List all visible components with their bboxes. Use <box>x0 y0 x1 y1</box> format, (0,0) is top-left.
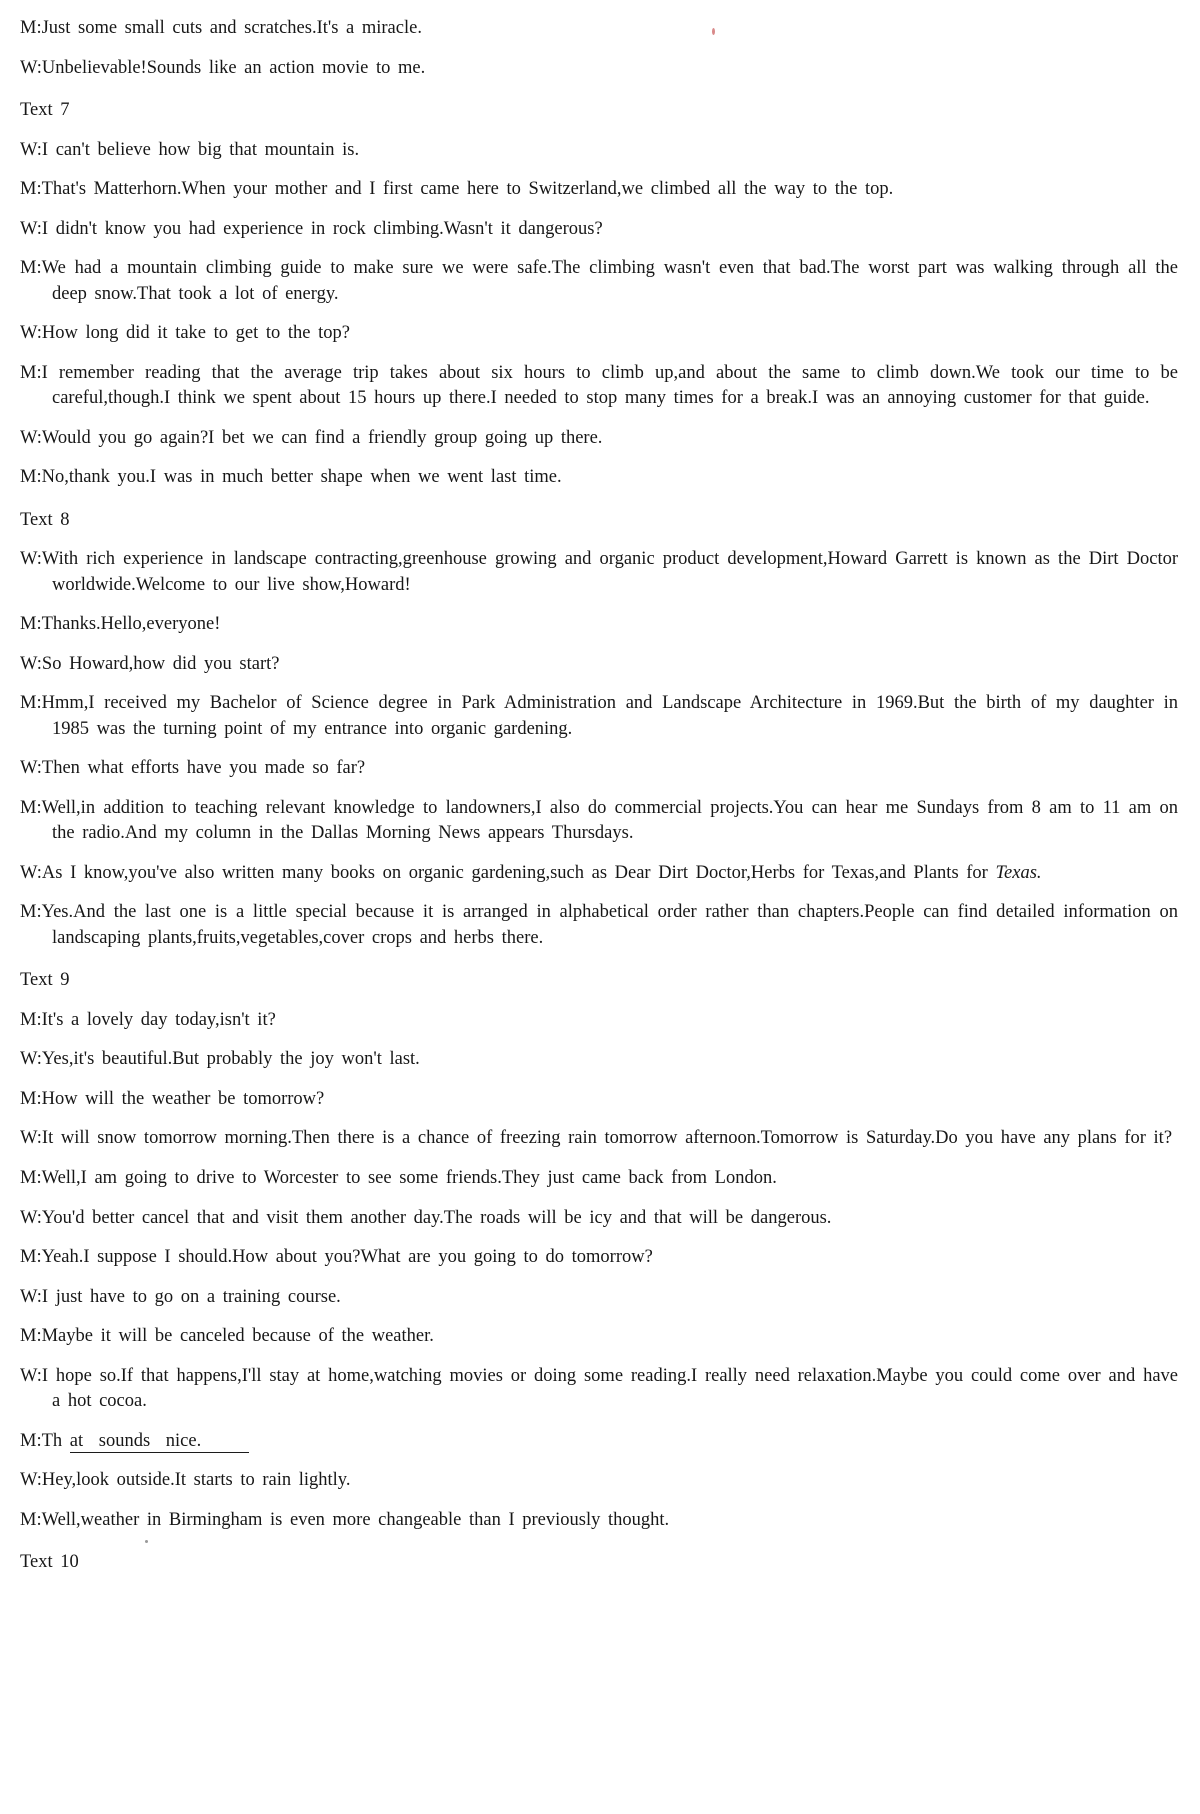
underlined-blank-answer: at sounds nice. <box>70 1431 249 1453</box>
text-segment: W:As I know,you've also written many books on organic gardening,such as Dear Dirt Doctor,Herbs for Texas,and Plants for <box>20 862 996 883</box>
scan-artifact-top <box>712 28 715 35</box>
dialogue-line: W:Then what efforts have you made so far? <box>20 758 366 779</box>
dialogue-line: M:Just some small cuts and scratches.It's a miracle. <box>20 18 422 38</box>
dialogue-line: W:It will snow tomorrow morning.Then there is a chance of freezing rain tomorrow afternoon.Tomorrow is Saturday.Do you have any plans for it? <box>20 1128 1173 1149</box>
dialogue-line <box>20 861 1178 887</box>
dialogue-line: M:Yeah.I suppose I should.How about you?What are you going to do tomorrow? <box>20 1247 653 1268</box>
dialogue-line: M:Yes.And the last one is a little special because it is arranged in alphabetical order rather than chapters.People can find detailed information on landscaping plants,fruits,vegetables,cover crops and herbs there. <box>20 902 1178 948</box>
dialogue-line: M:Maybe it will be canceled because of the weather. <box>20 1326 434 1347</box>
dialogue-line: M:Well,in addition to teaching relevant knowledge to landowners,I also do commercial projects.You can hear me Sundays from 8 am to 11 am on the radio.And my column in the Dallas Morning News appears Thursdays. <box>20 797 1178 844</box>
dialogue-line: M:It's a lovely day today,isn't it? <box>20 1009 276 1030</box>
dialogue-line: M:We had a mountain climbing guide to make sure we were safe.The climbing wasn't even that bad.The worst part was walking through all the deep snow.That took a lot of energy. <box>20 258 1178 304</box>
text-segment: M:Th <box>20 1430 70 1451</box>
dialogue-line: W:Would you go again?I bet we can find a friendly group going up there. <box>20 427 603 448</box>
dialogue-line: W:I didn't know you had experience in rock climbing.Wasn't it dangerous? <box>20 218 603 239</box>
dialogue-line: W:Hey,look outside.It starts to rain lightly. <box>20 1470 351 1491</box>
dialogue-line: W:I can't believe how big that mountain is. <box>20 139 360 160</box>
dialogue-line: W:So Howard,how did you start? <box>20 653 280 674</box>
section-heading: Text 8 <box>20 509 70 530</box>
dialogue-line: W:Yes,it's beautiful.But probably the joy won't last. <box>20 1049 420 1070</box>
scan-artifact-bottom <box>145 1540 148 1543</box>
dialogue-line: M:How will the weather be tomorrow? <box>20 1088 325 1109</box>
dialogue-line: M:No,thank you.I was in much better shape when we went last time. <box>20 467 562 488</box>
dialogue-line: W:I just have to go on a training course. <box>20 1286 341 1307</box>
section-heading: Text 10 <box>20 1552 79 1573</box>
dialogue-line: W:With rich experience in landscape contracting,greenhouse growing and organic product development,Howard Garrett is known as the Dirt Doctor worldwide.Welcome to our live show,Howard! <box>20 549 1178 595</box>
italic-text-segment: Texas. <box>995 862 1042 883</box>
dialogue-line: M:Well,weather in Birmingham is even more changeable than I previously thought. <box>20 1509 670 1530</box>
dialogue-line: M:I remember reading that the average trip takes about six hours to climb up,and about the same to climb down.We took our time to be careful,though.I think we spent about 15 hours up there.I needed to stop many times for a break.I was an annoying customer for that guide. <box>20 362 1178 409</box>
dialogue-line: W:How long did it take to get to the top? <box>20 323 350 344</box>
dialogue-line: W:Unbelievable!Sounds like an action movie to me. <box>20 57 426 78</box>
section-heading: Text 7 <box>20 100 70 121</box>
dialogue-line: M:Thanks.Hello,everyone! <box>20 614 221 635</box>
dialogue-line <box>20 1429 1178 1455</box>
dialogue-line: M:That's Matterhorn.When your mother and I first came here to Switzerland,we climbed all the way to the top. <box>20 179 894 200</box>
dialogue-line: M:Well,I am going to drive to Worcester to see some friends.They just came back from London. <box>20 1167 777 1188</box>
dialogue-line: W:I hope so.If that happens,I'll stay at home,watching movies or doing some reading.I really need relaxation.Maybe you could come over and have a hot cocoa. <box>20 1365 1178 1412</box>
dialogue-line: W:You'd better cancel that and visit them another day.The roads will be icy and that will be dangerous. <box>20 1207 832 1228</box>
dialogue-line: M:Hmm,I received my Bachelor of Science degree in Park Administration and Landscape Architecture in 1969.But the birth of my daughter in 1985 was the turning point of my entrance into organic gardening. <box>20 693 1178 739</box>
section-heading: Text 9 <box>20 970 70 991</box>
transcript-body <box>20 16 1178 1576</box>
